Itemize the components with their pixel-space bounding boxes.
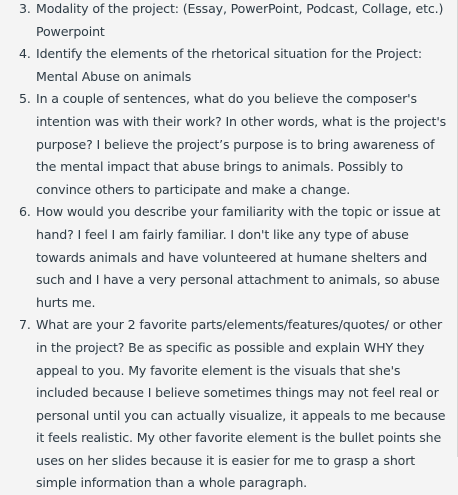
list-item-5 — [19, 88, 449, 201]
list-item-4 — [19, 43, 449, 88]
list-item-number: 5. — [19, 91, 31, 107]
list-item-3 — [19, 0, 449, 43]
list-item-7 — [19, 314, 449, 495]
list-item-text: Identify the elements of the rhetorical situation for the Project: Mental Abuse on animals — [36, 46, 422, 84]
list-item-number: 4. — [19, 46, 31, 62]
list-item-text: Modality of the project: (Essay, PowerPoint, Podcast, Collage, etc.) Powerpoint — [36, 1, 444, 39]
list-item-number: 6. — [19, 204, 31, 220]
list-item-number: 7. — [19, 317, 31, 333]
list-item-text: How would you describe your familiarity with the topic or issue at hand? I feel I am fairly familiar. I don't like any type of abuse towards animals and have volunteered at humane shelters and such and I have a very personal attachment to animals, so abuse hurts me. — [36, 204, 441, 310]
list-item-text: In a couple of sentences, what do you believe the composer's intention was with their work? In other words, what is the project's purpose? I believe the project’s purpose is to bring awareness of the mental impact that abuse brings to animals. Possibly to convince others to participate and make a change. — [36, 91, 447, 197]
list-item-number: 3. — [19, 1, 31, 16]
list-item-text: What are your 2 favorite parts/elements/features/quotes/ or other in the project? Be as specific as possible and explain WHY they appeal to you. My favorite element is the visuals that she's included because I believe sometimes things may not feel real or personal until you can actually visualize, it appeals to me because it feels realistic. My other favorite element is the bullet points she uses on her slides because it is easier for me to grasp a short simple information than a whole paragraph. — [36, 317, 446, 491]
list-item-6 — [19, 201, 449, 314]
